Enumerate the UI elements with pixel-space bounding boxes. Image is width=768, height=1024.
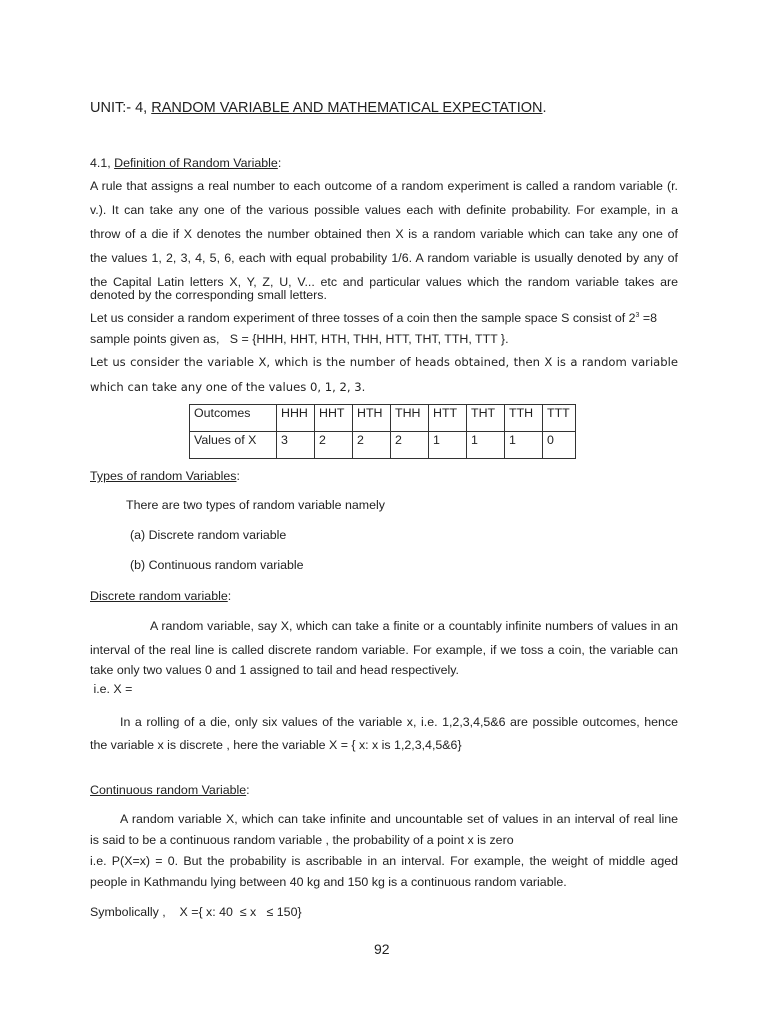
table-cell: TTH [505, 405, 543, 432]
colon: : [246, 783, 250, 797]
paragraph-line: In a rolling of a die, only six values of the variable x, i.e. 1,2,3,4,5&6 are possible outcomes, hence [120, 715, 678, 729]
paragraph-line: i.e. X = [90, 682, 133, 696]
section-title: Definition of Random Variable [114, 156, 278, 170]
text: Let us consider a random experiment of three tosses of a coin then the sample space S consist of 2 [90, 311, 636, 326]
table-cell: 3 [277, 432, 315, 459]
colon: : [236, 469, 240, 483]
paragraph-line [90, 308, 678, 326]
paragraph-line: v.). It can take any one of the various possible values each with definite probability. For example, in a [90, 203, 678, 217]
paragraph-line: is said to be a continuous random variable , the probability of a point x is zero [90, 833, 514, 847]
table-cell: TTT [543, 405, 576, 432]
table-cell: Values of X [190, 432, 277, 459]
paragraph-line: which can take any one of the values 0, 1, 2, 3. [90, 380, 366, 394]
table-cell: 0 [543, 432, 576, 459]
table-cell: THT [467, 405, 505, 432]
list-item: (a) Discrete random variable [130, 528, 287, 542]
paragraph-line: Let us consider the variable X, which is the number of heads obtained, then X is a random variable [90, 355, 678, 369]
paragraph-line: denoted by the corresponding small letters. [90, 288, 327, 302]
table-row [190, 432, 576, 459]
text: =8 [639, 311, 657, 326]
paragraph-line: the Capital Latin letters X, Y, Z, U, V... etc and particular values which the random variable takes are [90, 275, 678, 289]
title-suffix: . [542, 100, 547, 116]
table-cell: HHH [277, 405, 315, 432]
table-cell: Outcomes [190, 405, 277, 432]
table-cell: 1 [429, 432, 467, 459]
table-row [190, 405, 576, 432]
heading-text: Discrete random variable [90, 589, 228, 603]
table-cell: THH [391, 405, 429, 432]
paragraph-line: There are two types of random variable namely [126, 498, 385, 512]
paragraph-line: A random variable X, which can take infinite and uncountable set of values in an interval of real line [120, 812, 678, 826]
table-cell: 1 [467, 432, 505, 459]
title-prefix: UNIT:- 4, [90, 100, 152, 116]
paragraph-line: the values 1, 2, 3, 4, 5, 6, each with equal probability 1/6. A random variable is usually denoted by any of [90, 251, 678, 265]
table-cell: 2 [391, 432, 429, 459]
table-cell: HTT [429, 405, 467, 432]
symbolic-definition: Symbolically , X ={ x: 40 ≤ x ≤ 150} [90, 905, 302, 919]
title-main: RANDOM VARIABLE AND MATHEMATICAL EXPECTATION [151, 100, 543, 116]
paragraph-line: A rule that assigns a real number to each outcome of a random experiment is called a random variable (r. [90, 179, 678, 193]
paragraph-line: A random variable, say X, which can take a finite or a countably infinite numbers of values in an [150, 619, 678, 633]
heading-text: Types of random Variables [90, 469, 237, 483]
types-heading [90, 468, 678, 484]
page-number: 92 [374, 941, 390, 957]
table-cell: HTH [353, 405, 391, 432]
table-cell: HHT [315, 405, 353, 432]
exponent: 3 [635, 312, 640, 319]
paragraph-line: people in Kathmandu lying between 40 kg and 150 kg is a continuous random variable. [90, 875, 567, 889]
paragraph-line: the variable x is discrete , here the variable X = { x: x is 1,2,3,4,5&6} [90, 738, 462, 752]
heading-text: Continuous random Variable [90, 783, 247, 797]
table-cell: 2 [353, 432, 391, 459]
paragraph-line: sample points given as, S = {HHH, HHT, HTH, THH, HTT, THT, TTH, TTT }. [90, 332, 509, 346]
table-cell: 1 [505, 432, 543, 459]
paragraph-line: interval of the real line is called discrete random variable. For example, if we toss a coin, the variable can [90, 643, 678, 657]
table-cell: 2 [315, 432, 353, 459]
discrete-heading [90, 588, 678, 604]
outcomes-table [189, 404, 576, 459]
section-heading [90, 155, 678, 171]
colon: : [277, 156, 282, 170]
continuous-heading [90, 782, 678, 798]
colon: : [227, 589, 232, 603]
paragraph-line: i.e. P(X=x) = 0. But the probability is ascribable in an interval. For example, the weight of middle aged [90, 854, 678, 868]
unit-title [90, 100, 678, 116]
section-number: 4.1, [90, 156, 115, 170]
paragraph-line: throw of a die if X denotes the number obtained then X is a random variable which can take any one of [90, 227, 678, 241]
paragraph-line: take only two values 0 and 1 assigned to tail and head respectively. [90, 663, 459, 677]
list-item: (b) Continuous random variable [130, 558, 304, 572]
